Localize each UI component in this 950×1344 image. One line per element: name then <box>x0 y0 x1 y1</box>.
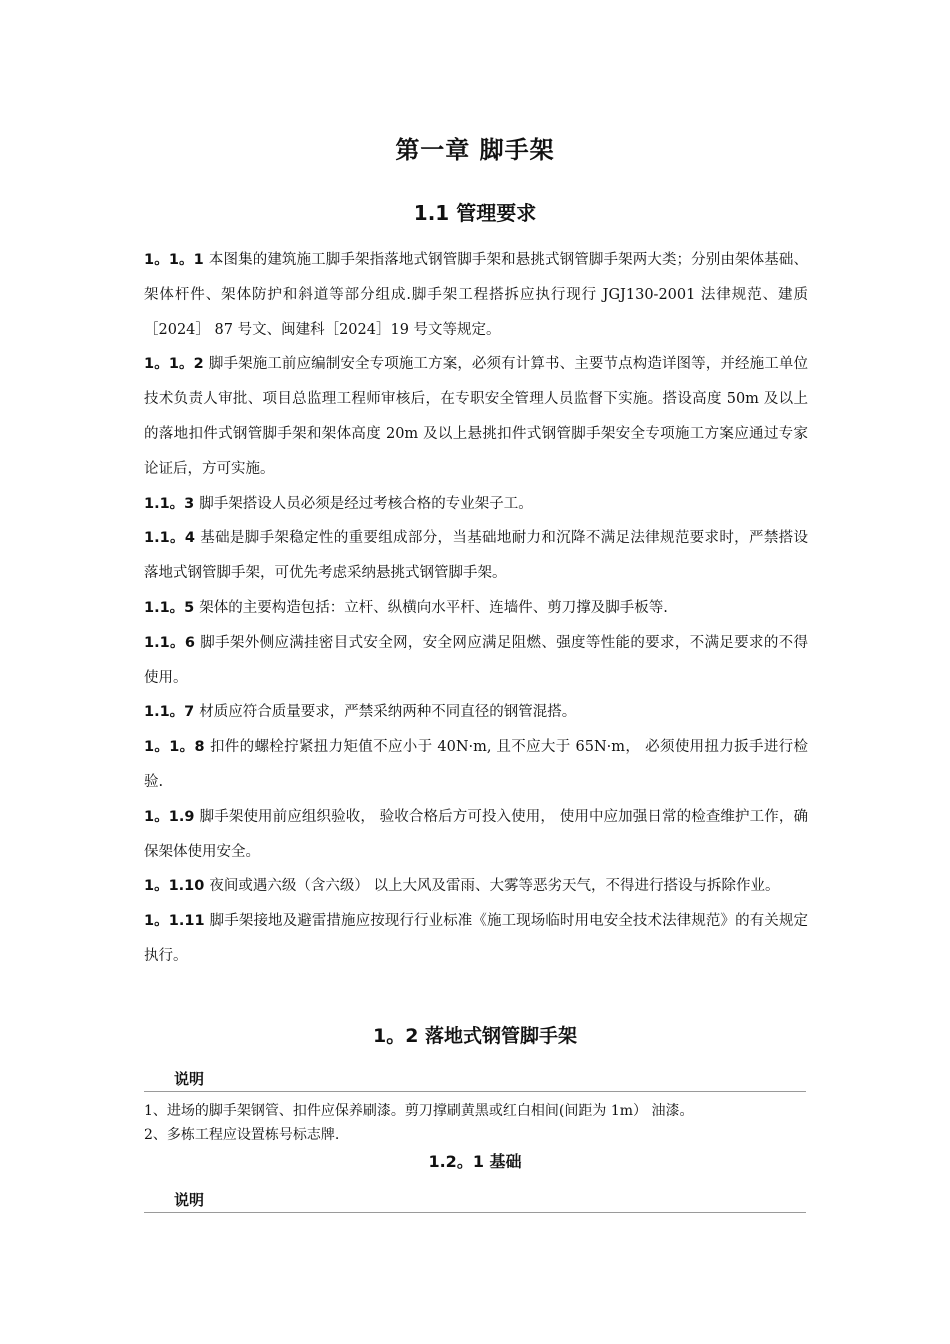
clause-text: 架体的主要构造包括：立杆、纵横向水平杆、连墙件、剪刀撑及脚手板等. <box>199 599 668 616</box>
clause-text: 基础是脚手架稳定性的重要组成部分，当基础地耐力和沉降不满足法律规范要求时，严禁搭设落地式钢管脚手架，可优先考虑采纳悬挑式钢管脚手架。 <box>144 530 808 582</box>
note-heading-label: 说明 <box>174 1070 205 1088</box>
clause-text: 夜间或遇六级（含六级） 以上大风及雷雨、大雾等恶劣天气，不得进行搭设与拆除作业。 <box>209 878 780 895</box>
clause-1-1-10 <box>144 869 808 904</box>
clause-number: 1.1。4 <box>144 530 195 547</box>
clause-1-1-7 <box>144 695 808 730</box>
note-item: 1、进场的脚手架钢管、扣件应保养刷漆。剪刀撑刷黄黑或红白相间(间距为 1m） 油漆。 <box>144 1103 694 1119</box>
clause-text: 脚手架使用前应组织验收， 验收合格后方可投入使用， 使用中应加强日常的检查维护工作，确保架体使用安全。 <box>144 808 808 860</box>
clause-number: 1.1。7 <box>144 704 195 721</box>
subsection-title-foundation: 1.2。1 基础 <box>428 1152 522 1171</box>
note-heading-label: 说明 <box>174 1191 205 1209</box>
clause-number: 1。1.9 <box>144 808 195 825</box>
clause-number: 1。1.11 <box>144 913 205 930</box>
clause-1-1-3 <box>144 487 808 522</box>
note-heading <box>144 1068 806 1092</box>
note-heading <box>144 1189 806 1213</box>
management-requirements-body <box>144 243 808 974</box>
clause-number: 1.1。6 <box>144 634 195 651</box>
clause-1-1-4 <box>144 521 808 591</box>
note-list <box>144 1099 808 1147</box>
clause-1-1-8 <box>144 730 808 800</box>
clause-number: 1。1。2 <box>144 356 204 373</box>
clause-text: 本图集的建筑施工脚手架指落地式钢管脚手架和悬挑式钢管脚手架两大类；分别由架体基础、架体杆件、架体防护和斜道等部分组成.脚手架工程搭拆应执行现行 JGJ130-2001 法律规范、建质［2024］ 87 号文、闽建科［2024］19 号文等规定。 <box>144 252 808 338</box>
clause-text: 脚手架外侧应满挂密目式安全网，安全网应满足阻燃、强度等性能的要求，不满足要求的不得使用。 <box>144 634 808 686</box>
chapter-title: 第一章 脚手架 <box>395 136 555 164</box>
clause-1-1-6 <box>144 626 808 696</box>
note-item: 2、多栋工程应设置栋号标志牌. <box>144 1127 340 1143</box>
clause-number: 1。1.10 <box>144 878 205 895</box>
clause-text: 脚手架接地及避雷措施应按现行行业标准《施工现场临时用电安全技术法律规范》的有关规定执行。 <box>144 913 808 964</box>
section-title-floor-scaffold: 1。2 落地式钢管脚手架 <box>372 1025 578 1047</box>
clause-number: 1.1。3 <box>144 495 195 512</box>
clause-number: 1。1。8 <box>144 739 205 756</box>
clause-number: 1.1。5 <box>144 599 195 616</box>
clause-number: 1。1。1 <box>144 252 204 268</box>
clause-text: 脚手架施工前应编制安全专项施工方案，必须有计算书、主要节点构造详图等，并经施工单位技术负责人审批、项目总监理工程师审核后，在专职安全管理人员监督下实施。搭设高度 50m 及以上的落地扣件式钢管脚手架和架体高度 20m 及以上悬挑扣件式钢管脚手架安全专项施工方案应通过专家论证后，方可实施。 <box>144 356 808 477</box>
clause-1-1-2 <box>144 347 808 486</box>
clause-1-1-11 <box>144 904 808 974</box>
clause-text: 材质应符合质量要求，严禁采纳两种不同直径的钢管混搭。 <box>199 704 577 721</box>
section-title-management: 1.1 管理要求 <box>413 201 537 225</box>
clause-1-1-1 <box>144 243 808 347</box>
clause-text: 脚手架搭设人员必须是经过考核合格的专业架子工。 <box>199 495 533 512</box>
clause-1-1-9 <box>144 800 808 870</box>
clause-text: 扣件的螺栓拧紧扭力矩值不应小于 40N·m, 且不应大于 65N·m， 必须使用扭力扳手进行检验. <box>144 739 808 790</box>
clause-1-1-5 <box>144 591 808 626</box>
